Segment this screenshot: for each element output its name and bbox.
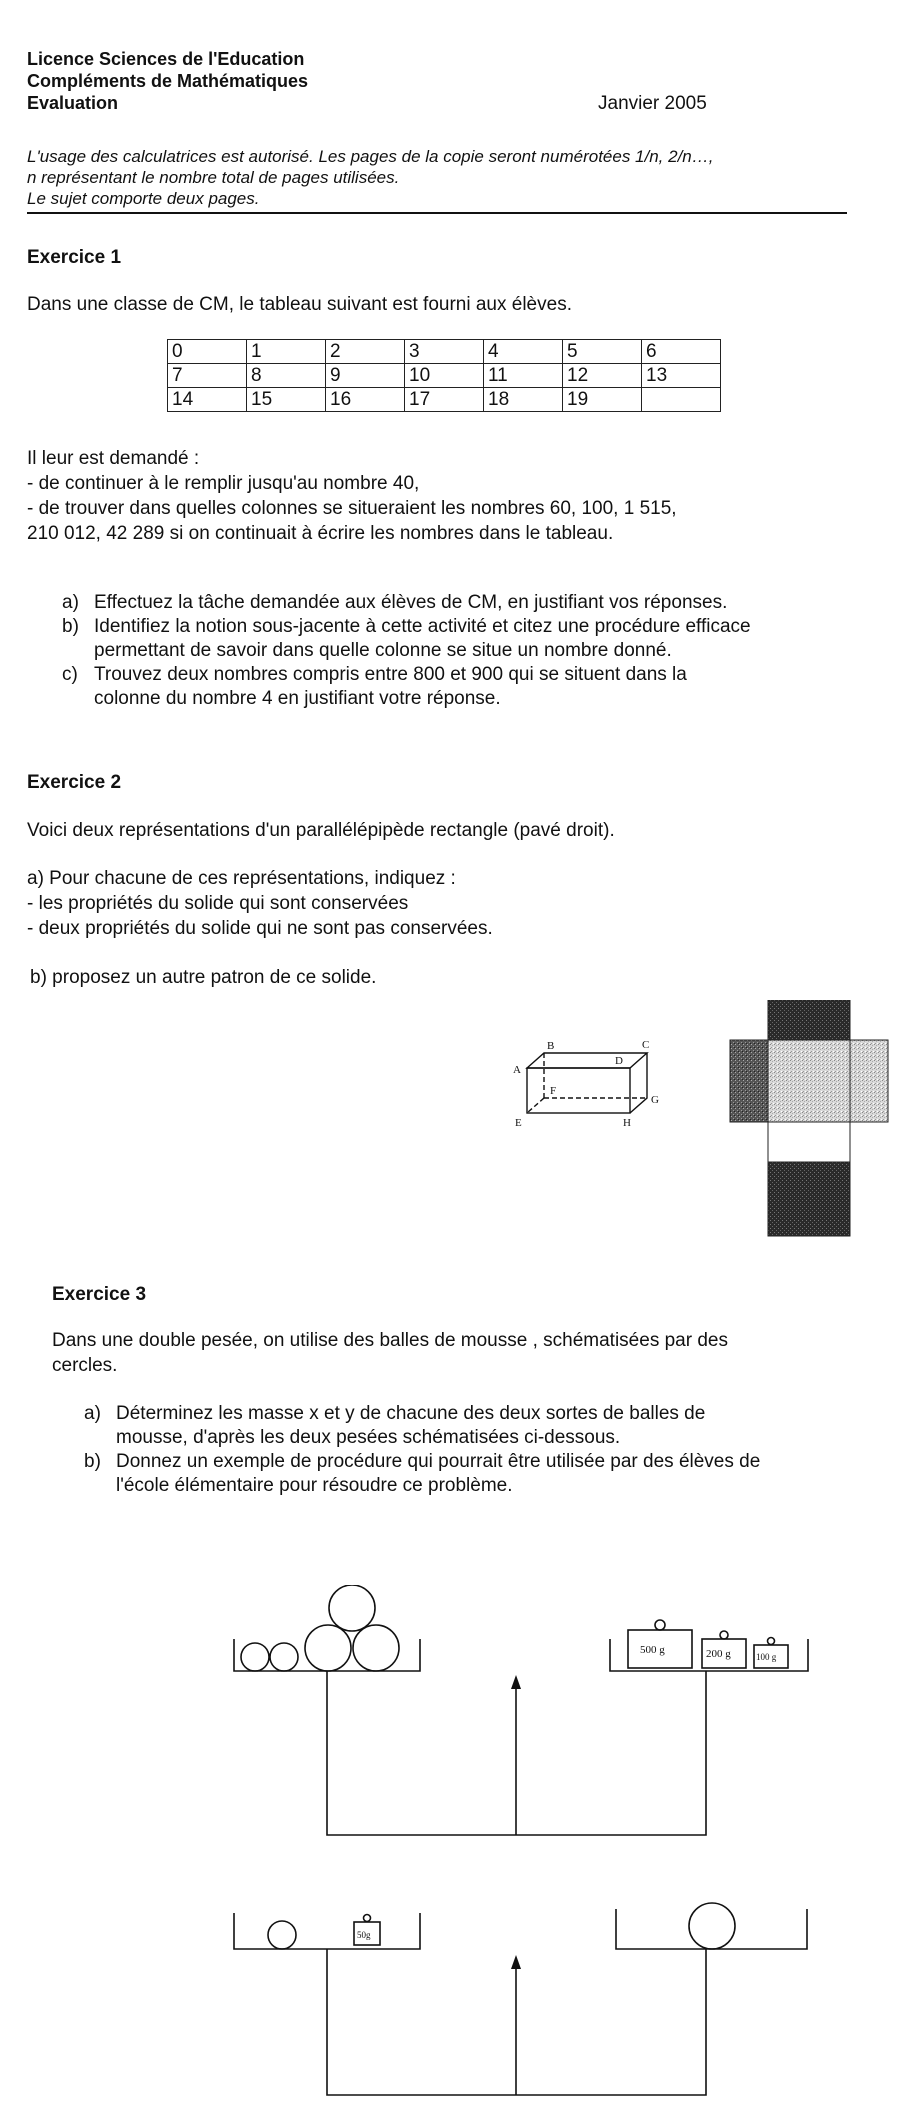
small-ball: [270, 1643, 298, 1671]
table-cell: 17: [405, 388, 484, 412]
exercise-1-title: Exercice 1: [27, 247, 122, 268]
ex2-part-a: a) Pour chacune de ces représentations, indiquez :: [27, 868, 456, 889]
pivot-arrow-icon: [511, 1955, 521, 1969]
exercise-3-intro-line-1: Dans une double pesée, on utilise des balles de mousse , schématisées par des: [52, 1330, 728, 1351]
course-subtitle: Compléments de Mathématiques: [27, 71, 309, 91]
question-letter: b): [62, 616, 79, 637]
weight-label-500: 500 g: [640, 1644, 665, 1656]
vertex-label-e: E: [515, 1117, 522, 1129]
vertex-label-c: C: [642, 1039, 650, 1051]
net-face-right: [850, 1040, 888, 1122]
table-cell: 19: [563, 388, 642, 412]
vertex-label-g: G: [651, 1094, 659, 1106]
question-c-text: [94, 663, 687, 711]
instructions-line-3: Le sujet comporte deux pages.: [27, 189, 260, 208]
table-cell: 12: [563, 364, 642, 388]
question-a-line-2: mousse, d'après les deux pesées schématisées ci-dessous.: [116, 1427, 621, 1448]
ex1-questions: [62, 591, 751, 711]
vertex-label-h: H: [623, 1117, 631, 1129]
ex1-paragraph-1: Il leur est demandé :: [27, 448, 200, 469]
balance-2-diagram: [220, 1895, 820, 2120]
table-cell: 2: [326, 340, 405, 364]
balance-1-diagram: [220, 1585, 820, 1855]
list-item: [84, 1402, 760, 1450]
vertex-label-a: A: [513, 1064, 521, 1076]
document-type: Evaluation: [27, 93, 119, 113]
table-cell: [642, 388, 721, 412]
question-b-text: [94, 615, 751, 663]
large-ball: [329, 1585, 375, 1631]
net-face-back: [768, 1162, 850, 1236]
table-cell: 11: [484, 364, 563, 388]
list-item: [84, 1450, 760, 1498]
ex2-part-a-line-2: - deux propriétés du solide qui ne sont pas conservées.: [27, 918, 493, 939]
table-cell: 4: [484, 340, 563, 364]
net-face-left: [730, 1040, 768, 1122]
small-ball: [268, 1921, 296, 1949]
vertex-label-d: D: [615, 1055, 623, 1067]
exercise-1-intro: Dans une classe de CM, le tableau suivant est fourni aux élèves.: [27, 294, 572, 315]
right-pan: [616, 1909, 807, 1949]
instructions-line-1: L'usage des calculatrices est autorisé. Les pages de la copie seront numérotées 1/n, 2/n…,: [27, 147, 714, 166]
ex1-paragraph-4: 210 012, 42 289 si on continuait à écrire les nombres dans le tableau.: [27, 523, 614, 544]
question-letter: a): [62, 592, 79, 613]
exercise-2-intro: Voici deux représentations d'un parallélépipède rectangle (pavé droit).: [27, 820, 615, 841]
left-pan: [234, 1639, 420, 1671]
question-a-text: [116, 1402, 705, 1450]
box-net-diagram: [722, 1000, 892, 1240]
weight-hook: [364, 1915, 371, 1922]
net-face-bottom: [768, 1122, 850, 1162]
question-letter: b): [84, 1451, 101, 1472]
question-b-line-2: permettant de savoir dans quelle colonne se situe un nombre donné.: [94, 640, 672, 661]
table-cell: 9: [326, 364, 405, 388]
list-item: [62, 615, 751, 663]
weight-hook: [655, 1620, 665, 1630]
question-a-text: Effectuez la tâche demandée aux élèves de CM, en justifiant vos réponses.: [94, 592, 728, 613]
large-ball: [689, 1903, 735, 1949]
table-cell: 16: [326, 388, 405, 412]
small-ball: [241, 1643, 269, 1671]
weight-label-100: 100 g: [756, 1652, 777, 1662]
net-face-top: [768, 1000, 850, 1040]
table-cell: 0: [168, 340, 247, 364]
ex3-questions: [84, 1402, 760, 1498]
question-c-line-1: Trouvez deux nombres compris entre 800 et 900 qui se situent dans la: [94, 664, 687, 685]
left-pan: [234, 1913, 420, 1949]
weight-label-50: 50g: [357, 1930, 371, 1940]
ex1-paragraph-2: - de continuer à le remplir jusqu'au nombre 40,: [27, 473, 420, 494]
vertex-label-b: B: [547, 1040, 555, 1052]
number-table: [167, 339, 721, 412]
table-row: [168, 340, 721, 364]
table-row: [168, 364, 721, 388]
question-a-line-1: Déterminez les masse x et y de chacune des deux sortes de balles de: [116, 1403, 706, 1424]
pivot-arrow-icon: [511, 1675, 521, 1689]
net-face-center: [768, 1040, 850, 1122]
box-front-face: [527, 1068, 630, 1113]
question-b-line-1: Identifiez la notion sous-jacente à cette activité et citez une procédure efficace: [94, 616, 751, 637]
table-cell: 1: [247, 340, 326, 364]
box-right-edges: [630, 1053, 647, 1113]
question-letter: c): [62, 664, 78, 685]
weight-label-200: 200 g: [706, 1648, 731, 1660]
table-cell: 14: [168, 388, 247, 412]
question-b-line-1: Donnez un exemple de procédure qui pourrait être utilisée par des élèves de: [116, 1451, 761, 1472]
large-ball: [353, 1625, 399, 1671]
box-hidden-edges: [527, 1053, 647, 1113]
vertex-label-f: F: [550, 1085, 557, 1097]
question-b-line-2: l'école élémentaire pour résoudre ce problème.: [116, 1475, 513, 1496]
table-cell: 5: [563, 340, 642, 364]
list-item: [62, 591, 751, 615]
question-b-text: [116, 1450, 760, 1498]
box-top-face: [527, 1053, 647, 1068]
course-title: Licence Sciences de l'Education: [27, 49, 305, 69]
table-cell: 18: [484, 388, 563, 412]
ex2-part-b: b) proposez un autre patron de ce solide.: [30, 967, 377, 988]
table-cell: 8: [247, 364, 326, 388]
table-cell: 10: [405, 364, 484, 388]
table-cell: 6: [642, 340, 721, 364]
question-letter: a): [84, 1403, 101, 1424]
table-cell: 13: [642, 364, 721, 388]
large-ball: [305, 1625, 351, 1671]
instructions-line-2: n représentant le nombre total de pages utilisées.: [27, 168, 400, 187]
ex2-part-a-line-1: - les propriétés du solide qui sont conservées: [27, 893, 409, 914]
question-c-line-2: colonne du nombre 4 en justifiant votre réponse.: [94, 688, 501, 709]
table-cell: 15: [247, 388, 326, 412]
exercise-3-title: Exercice 3: [52, 1284, 147, 1305]
header-divider: [27, 212, 847, 214]
exam-date: Janvier 2005: [598, 93, 707, 114]
weight-hook: [720, 1631, 728, 1639]
table-row: [168, 388, 721, 412]
exercise-3-intro-line-2: cercles.: [52, 1355, 118, 1376]
table-cell: 7: [168, 364, 247, 388]
list-item: [62, 663, 751, 711]
box-perspective-diagram: [505, 1036, 675, 1141]
exercise-2-title: Exercice 2: [27, 772, 122, 793]
table-cell: 3: [405, 340, 484, 364]
ex1-paragraph-3: - de trouver dans quelles colonnes se situeraient les nombres 60, 100, 1 515,: [27, 498, 677, 519]
weight-hook: [768, 1638, 775, 1645]
